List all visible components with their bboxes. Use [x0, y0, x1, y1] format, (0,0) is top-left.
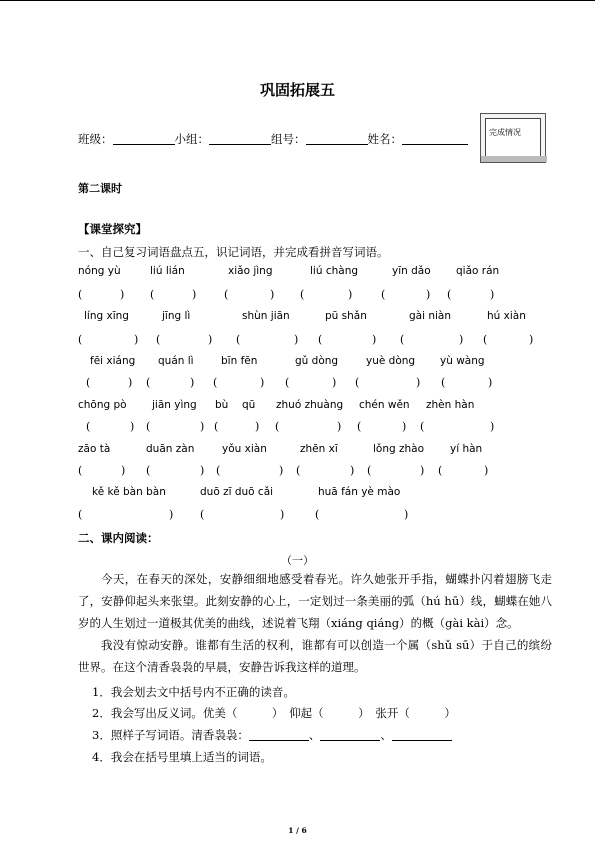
bracket-open: (	[400, 333, 405, 346]
stamp-text: 完成情况	[489, 128, 521, 137]
pinyin-item: lǒng zhào	[373, 443, 425, 455]
question-3-text: 3．照样子写词语。清香袅袅：	[92, 728, 249, 742]
bracket-open: (	[224, 288, 229, 301]
bracket-close: )	[270, 288, 275, 301]
bracket-close: )	[337, 420, 342, 433]
pinyin-item: zhèn hàn	[426, 399, 475, 411]
pinyin-item: gài niàn	[409, 310, 452, 322]
bracket-close: )	[280, 508, 285, 521]
answer-blank[interactable]	[249, 728, 309, 741]
bracket-open: (	[367, 464, 372, 477]
bracket-open: (	[86, 376, 91, 389]
pinyin-item: yí hàn	[450, 443, 483, 455]
bracket-open: (	[438, 464, 443, 477]
group-label: 小组：	[174, 132, 209, 146]
bracket-close: )	[128, 376, 133, 389]
name-blank[interactable]	[402, 132, 468, 145]
bracket-open: (	[355, 376, 360, 389]
class-blank[interactable]	[113, 132, 175, 145]
pinyin-item: huā fán yè mào	[318, 486, 401, 498]
pinyin-item: zhuó zhuàng	[276, 399, 344, 411]
bracket-close: )	[255, 420, 260, 433]
bracket-open: (	[296, 464, 301, 477]
name-label: 姓名：	[367, 132, 402, 146]
bracket-open: (	[381, 288, 386, 301]
pinyin-item: yīn dǎo	[392, 265, 431, 277]
pinyin-item: jīng lì	[162, 310, 191, 322]
bracket-close: )	[350, 464, 355, 477]
page-title: 巩固拓展五	[259, 81, 335, 99]
bracket-close: )	[200, 420, 205, 433]
page-number: 1 / 6	[288, 826, 307, 835]
pinyin-item: gǔ dòng	[295, 355, 339, 367]
pinyin-item: yuè dòng	[366, 355, 416, 367]
pinyin-item: quán lì	[158, 355, 194, 367]
section2-header: 二、课内阅读：	[78, 531, 159, 545]
class-label: 班级：	[78, 132, 113, 146]
pinyin-item: yǒu xiàn	[222, 443, 267, 455]
stamp-inner	[485, 118, 541, 158]
bracket-close: )	[169, 508, 174, 521]
bracket-close: )	[490, 288, 495, 301]
pinyin-item: qiǎo rán	[456, 265, 500, 277]
pinyin-item: bù	[215, 399, 229, 411]
bracket-open: (	[357, 420, 362, 433]
reading-subheading: （一）	[281, 554, 314, 567]
bracket-close: )	[332, 376, 337, 389]
bracket-close: )	[404, 508, 409, 521]
bracket-open: (	[156, 333, 161, 346]
stamp-shadow	[481, 156, 547, 162]
bracket-open: (	[483, 333, 488, 346]
bracket-close: )	[200, 464, 205, 477]
question-4: 4．我会在括号里填上适当的词语。	[92, 750, 272, 764]
bracket-close: )	[190, 376, 195, 389]
bracket-open: (	[78, 333, 83, 346]
bracket-close: )	[372, 333, 377, 346]
pinyin-item: líng xīng	[84, 310, 129, 322]
pinyin-item: hú xiàn	[487, 310, 526, 322]
bracket-close: )	[279, 464, 284, 477]
pinyin-item: bīn fēn	[221, 355, 258, 367]
reading-paragraph-1: 今天，在春天的深处，安静细细地感受着春光。许久她张开手指，蝴蝶扑闪着翅膀飞走了，安静仰起头来张望。此刻安静的心上，一定划过一条美丽的弧（hú hū）线，蝴蝶在她八岁的人生划过一道极其优美的曲线，述说着飞翔（xiáng qiáng）的概（gài kài）念。	[78, 572, 552, 630]
answer-blank[interactable]	[392, 728, 452, 741]
pinyin-item: shùn jiān	[242, 310, 290, 322]
bracket-open: (	[214, 420, 219, 433]
pinyin-item: xiǎo jìng	[228, 265, 273, 277]
pinyin-item: nóng yù	[78, 265, 121, 277]
bracket-close: )	[420, 464, 425, 477]
bracket-close: )	[192, 288, 197, 301]
bracket-close: )	[348, 288, 353, 301]
question-2: 2．我会写出反义词。优美（ ） 仰起（ ） 张开（ ）	[92, 706, 456, 720]
bracket-close: )	[260, 376, 265, 389]
pinyin-item: fēi xiáng	[90, 355, 136, 367]
bracket-open: (	[78, 288, 83, 301]
bracket-open: (	[236, 333, 241, 346]
bracket-open: (	[146, 464, 151, 477]
pinyin-item: zāo tà	[78, 443, 111, 455]
bracket-open: (	[150, 288, 155, 301]
reading-paragraph-2: 我没有惊动安静。谁都有生活的权利，谁都有可以创造一个属（shǔ sū）于自己的缤纷世界。在这个清香袅袅的早晨，安静告诉我这样的道理。	[78, 638, 552, 674]
bracket-close: )	[490, 420, 495, 433]
separator: 、	[308, 728, 321, 742]
bracket-close: )	[121, 464, 126, 477]
pinyin-item: yù wàng	[440, 355, 485, 367]
pinyin-item: chén wěn	[359, 399, 410, 411]
separator: 、	[380, 728, 392, 742]
student-info-line	[78, 131, 468, 147]
bracket-close: )	[134, 333, 139, 346]
bracket-open: (	[441, 376, 446, 389]
bracket-open: (	[318, 333, 323, 346]
bracket-close: )	[130, 420, 135, 433]
bracket-close: )	[416, 376, 421, 389]
number-blank[interactable]	[306, 132, 368, 145]
bracket-open: (	[86, 420, 91, 433]
completion-stamp	[480, 113, 546, 163]
bracket-close: )	[484, 464, 489, 477]
bracket-open: (	[213, 376, 218, 389]
question-1: 1．我会划去文中括号内不正确的读音。	[92, 685, 295, 699]
bracket-open: (	[146, 376, 151, 389]
pinyin-item: jiān yìng	[152, 399, 197, 411]
answer-blank[interactable]	[320, 728, 380, 741]
bracket-close: )	[208, 333, 213, 346]
pinyin-item: liú lián	[150, 265, 185, 277]
bracket-close: )	[488, 376, 493, 389]
pinyin-item: qū	[242, 399, 256, 411]
pinyin-item: liú chàng	[310, 265, 359, 277]
bracket-close: )	[294, 333, 299, 346]
bracket-close: )	[426, 288, 431, 301]
pinyin-item: zhēn xī	[300, 443, 338, 455]
bracket-open: (	[420, 420, 425, 433]
bracket-close: )	[529, 333, 534, 346]
pinyin-item: pū shǎn	[325, 310, 367, 322]
bracket-open: (	[300, 288, 305, 301]
group-blank[interactable]	[209, 132, 271, 145]
bracket-open: (	[275, 420, 280, 433]
top-rule	[0, 0, 595, 1]
section1-header: 【课堂探究】	[78, 222, 147, 236]
bracket-open: (	[216, 464, 221, 477]
pinyin-item: duān zàn	[146, 443, 195, 455]
bracket-open: (	[146, 420, 151, 433]
bracket-open: (	[285, 376, 290, 389]
bracket-close: )	[402, 420, 407, 433]
bracket-open: (	[200, 508, 205, 521]
bracket-open: (	[447, 288, 452, 301]
pinyin-item: chōng pò	[78, 399, 127, 411]
pinyin-item: duō zī duō cǎi	[200, 486, 274, 498]
bracket-open: (	[315, 508, 320, 521]
bracket-close: )	[120, 288, 125, 301]
lesson-heading: 第二课时	[78, 182, 122, 195]
pinyin-item: kě kě bàn bàn	[92, 486, 166, 498]
number-label: 组号：	[271, 132, 306, 146]
bracket-open: (	[78, 464, 83, 477]
section1-instruction: 一、自己复习词语盘点五，识记词语，并完成看拼音写词语。	[78, 245, 389, 259]
question-3	[92, 727, 452, 743]
bracket-close: )	[459, 333, 464, 346]
bracket-open: (	[78, 508, 83, 521]
